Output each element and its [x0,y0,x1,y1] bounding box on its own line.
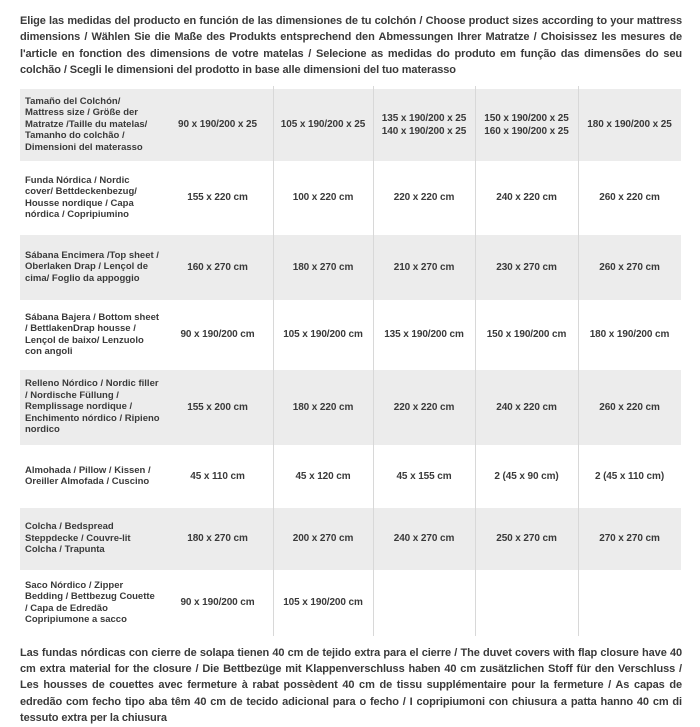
size-value-cell: 105 x 190/200 cm [273,303,373,367]
size-value-cell: 150 x 190/200 x 25 160 x 190/200 x 25 [475,89,578,161]
size-value-cell: 250 x 270 cm [475,508,578,570]
column-divider-line [373,86,374,636]
row-label: Relleno Nórdico / Nordic filler / Nordische Füllung / Remplissage nordique / Enchimento nórdico / Ripieno nordico [20,370,162,445]
size-value-cell: 105 x 190/200 x 25 [273,89,373,161]
size-value-cell: 180 x 190/200 x 25 [578,89,681,161]
size-value-cell: 260 x 220 cm [578,370,681,445]
size-value-cell: 135 x 190/200 x 25 140 x 190/200 x 25 [373,89,475,161]
size-value-cell: 45 x 155 cm [373,448,475,505]
table-row [20,89,681,161]
column-divider-line [273,86,274,636]
size-value-cell: 90 x 190/200 cm [162,573,273,633]
row-label: Sábana Bajera / Bottom sheet / BettlakenDrap housse / Lençol de baixo/ Lenzuolo con angoli [20,303,162,367]
size-value-cell: 90 x 190/200 x 25 [162,89,273,161]
table-row [20,235,681,300]
size-value-cell [578,573,681,633]
row-label: Almohada / Pillow / Kissen / Oreiller Almofada / Cuscino [20,448,162,505]
size-value-cell: 90 x 190/200 cm [162,303,273,367]
size-value-cell: 220 x 220 cm [373,370,475,445]
size-value-cell: 240 x 270 cm [373,508,475,570]
size-value-cell: 155 x 220 cm [162,164,273,232]
size-value-cell: 45 x 120 cm [273,448,373,505]
size-value-cell: 180 x 220 cm [273,370,373,445]
size-value-cell: 240 x 220 cm [475,370,578,445]
size-value-cell [475,573,578,633]
size-value-cell: 150 x 190/200 cm [475,303,578,367]
row-label: Saco Nórdico / Zipper Bedding / Bettbezug Couette / Capa de Edredão Copripiumone a sacco [20,573,162,633]
size-value-cell: 210 x 270 cm [373,235,475,300]
size-value-cell: 260 x 270 cm [578,235,681,300]
row-label: Sábana Encimera /Top sheet / Oberlaken Drap / Lençol de cima/ Foglio da appoggio [20,235,162,300]
row-label: Tamaño del Colchón/ Mattress size / Größe der Matratze /Taille du matelas/ Tamanho do colchão / Dimensioni del materasso [20,89,162,161]
table-row [20,303,681,367]
table-row [20,164,681,232]
table-row [20,573,681,633]
table-row [20,508,681,570]
size-table-body [20,89,681,633]
size-value-cell: 270 x 270 cm [578,508,681,570]
size-value-cell: 135 x 190/200 cm [373,303,475,367]
size-value-cell: 230 x 270 cm [475,235,578,300]
size-value-cell: 155 x 200 cm [162,370,273,445]
header-text: Elige las medidas del producto en función de las dimensiones de tu colchón / Choose product sizes according to your mattress dimensions / Wählen Sie die Maße des Produkts entsprechend den Abmessungen Ihrer Matratze / Choisissez les mesures de l'article en fonction des dimensions de votre matelas / Selecione as medidas do produto em função das dimensões do seu colchão / Scegli le dimensioni del prodotto in base alle dimensioni del tuo materasso [20,15,682,77]
column-divider-line [475,86,476,636]
size-value-cell: 180 x 270 cm [273,235,373,300]
size-value-cell: 260 x 220 cm [578,164,681,232]
size-value-cell: 200 x 270 cm [273,508,373,570]
size-value-cell: 2 (45 x 110 cm) [578,448,681,505]
size-value-cell: 100 x 220 cm [273,164,373,232]
column-divider-line [578,86,579,636]
footer-text: Las fundas nórdicas con cierre de solapa tienen 40 cm de tejido extra para el cierre / The duvet covers with flap closure have 40 cm extra material for the closure / Die Bettbezüge mit Klappenverschluss haben 40 cm zusätzlichen Stoff für den Verschluss / Les housses de couettes avec fermeture à rabat possèdent 40 cm de tissu supplémentaire pour la fermeture / As capas de edredão com fecho tipo aba têm 40 cm de tecido adicional para o fecho / I copripiumoni con chiusura a patta hanno 40 cm di tessuto extra per la chiusura [20,646,682,725]
size-value-cell: 180 x 190/200 cm [578,303,681,367]
size-value-cell: 105 x 190/200 cm [273,573,373,633]
size-value-cell: 220 x 220 cm [373,164,475,232]
size-value-cell: 240 x 220 cm [475,164,578,232]
row-label: Funda Nórdica / Nordic cover/ Bettdeckenbezug/ Housse nordique / Capa nórdica / Copripiumino [20,164,162,232]
table-row [20,370,681,445]
size-table [20,86,681,636]
size-value-cell: 2 (45 x 90 cm) [475,448,578,505]
table-row [20,448,681,505]
size-value-cell [373,573,475,633]
row-label: Colcha / Bedspread Steppdecke / Couvre-lit Colcha / Trapunta [20,508,162,570]
size-value-cell: 160 x 270 cm [162,235,273,300]
size-value-cell: 180 x 270 cm [162,508,273,570]
size-table-wrapper [20,86,681,636]
size-value-cell: 45 x 110 cm [162,448,273,505]
